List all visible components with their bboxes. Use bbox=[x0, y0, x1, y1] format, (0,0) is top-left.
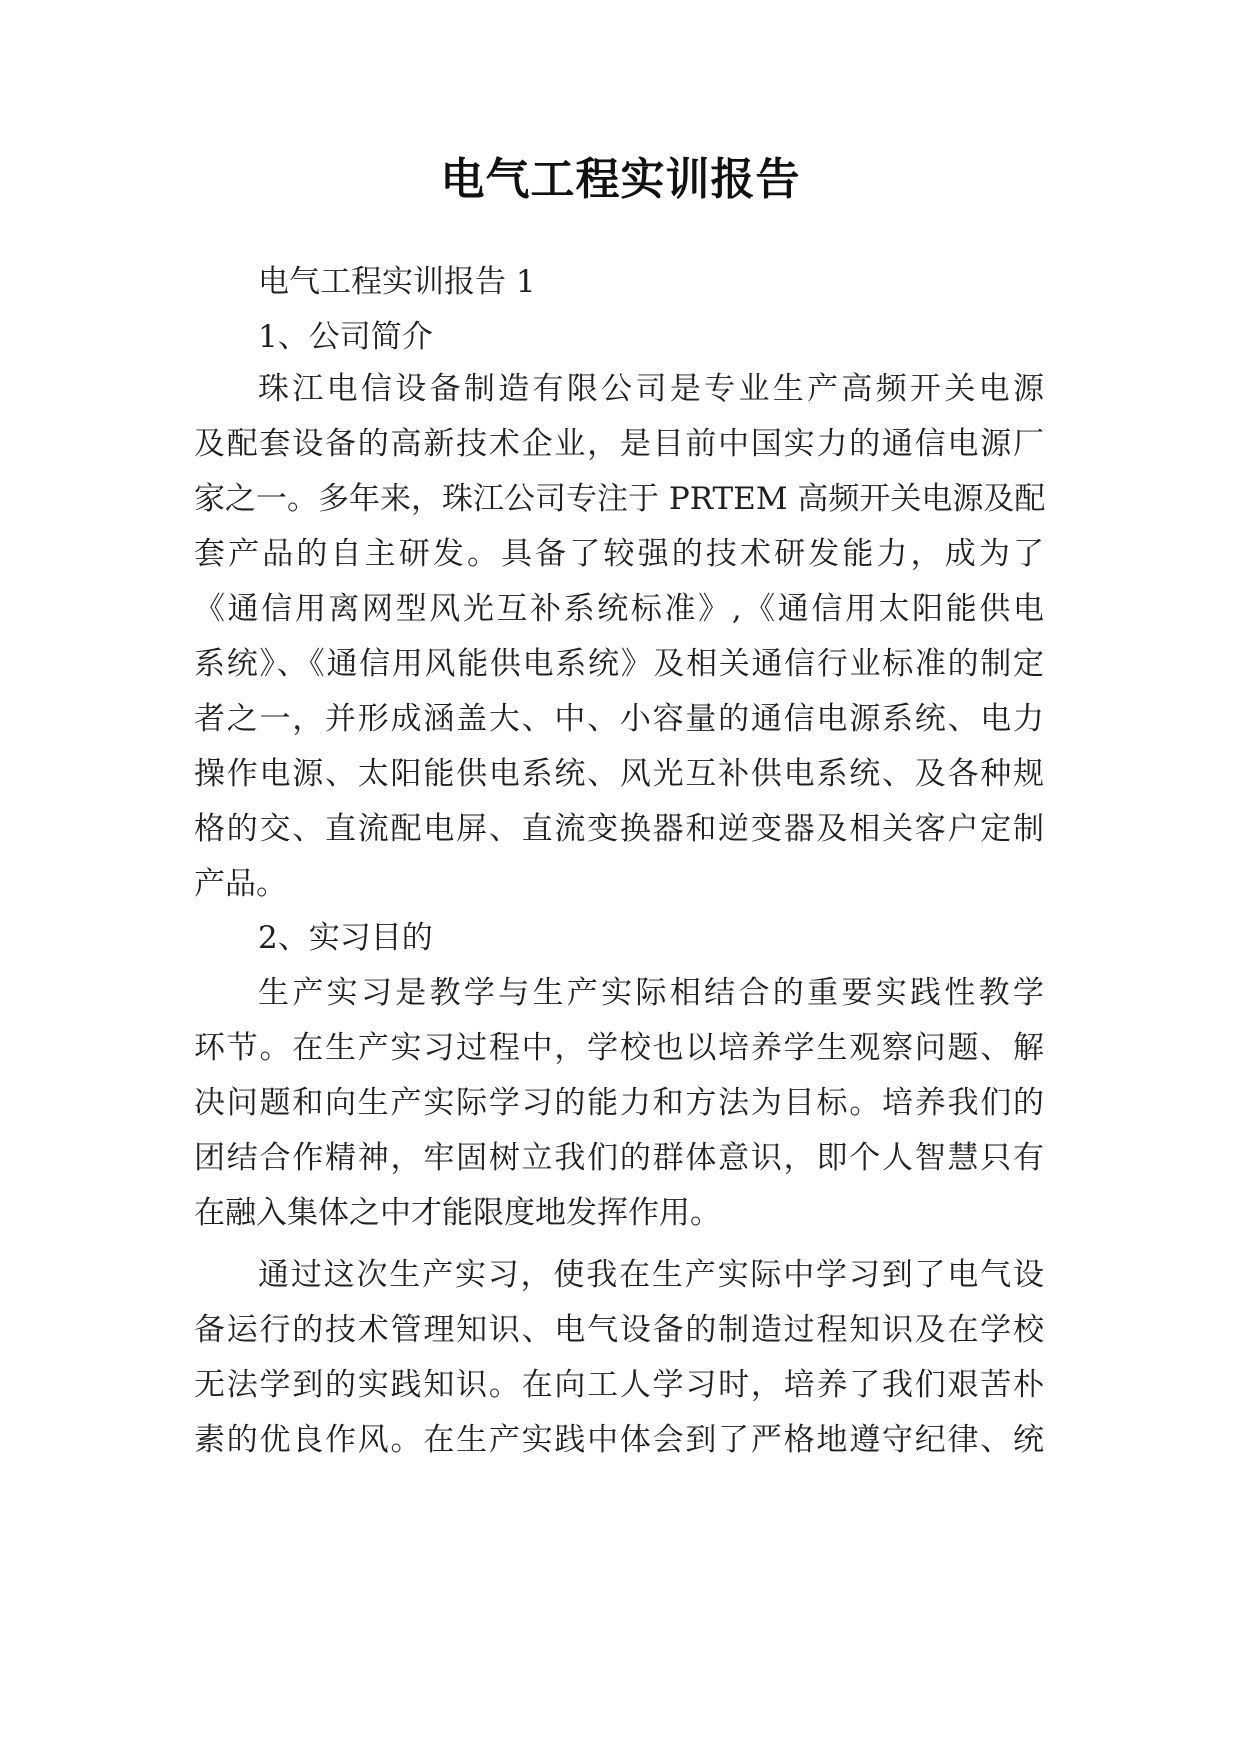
paragraph-line: 团结合作精神，牢固树立我们的群体意识，即个人智慧只有 bbox=[194, 1140, 1044, 1176]
paragraph-line: 系统》、《通信用风能供电系统》及相关通信行业标准的制定 bbox=[194, 646, 1044, 682]
paragraph-line: 通过这次生产实习，使我在生产实际中学习到了电气设 bbox=[258, 1257, 1044, 1293]
paragraph-line: 《通信用离网型风光互补系统标准》,《通信用太阳能供电 bbox=[194, 591, 1044, 627]
paragraph-line: 格的交、直流配电屏、直流变换器和逆变器及相关客户定制 bbox=[194, 811, 1044, 847]
paragraph-line: 及配套设备的高新技术企业，是目前中国实力的通信电源厂 bbox=[194, 426, 1044, 462]
paragraph-line: 套产品的自主研发。具备了较强的技术研发能力，成为了 bbox=[194, 536, 1044, 572]
paragraph-line: 产品。 bbox=[194, 866, 287, 902]
section-heading: 电气工程实训报告 1 bbox=[258, 264, 536, 300]
subsection-heading: 2、实习目的 bbox=[258, 920, 433, 956]
paragraph-line: 环节。在生产实习过程中，学校也以培养学生观察问题、解 bbox=[194, 1030, 1044, 1066]
paragraph-line: 无法学到的实践知识。在向工人学习时，培养了我们艰苦朴 bbox=[194, 1367, 1044, 1403]
document-title: 电气工程实训报告 bbox=[440, 154, 801, 205]
paragraph-line: 素的优良作风。在生产实践中体会到了严格地遵守纪律、统 bbox=[194, 1422, 1044, 1458]
paragraph-line: 操作电源、太阳能供电系统、风光互补供电系统、及各种规 bbox=[194, 756, 1044, 792]
paragraph-line: 珠江电信设备制造有限公司是专业生产高频开关电源 bbox=[258, 371, 1044, 407]
subsection-heading: 1、公司简介 bbox=[258, 319, 433, 355]
paragraph-line: 生产实习是教学与生产实际相结合的重要实践性教学 bbox=[258, 975, 1044, 1011]
paragraph-line: 决问题和向生产实际学习的能力和方法为目标。培养我们的 bbox=[194, 1085, 1044, 1121]
paragraph-line: 家之一。多年来，珠江公司专注于 PRTEM 高频开关电源及配 bbox=[194, 481, 1046, 517]
paragraph-line: 备运行的技术管理知识、电气设备的制造过程知识及在学校 bbox=[194, 1312, 1044, 1348]
paragraph-line: 者之一，并形成涵盖大、中、小容量的通信电源系统、电力 bbox=[194, 701, 1044, 737]
paragraph-line: 在融入集体之中才能限度地发挥作用。 bbox=[194, 1195, 721, 1231]
